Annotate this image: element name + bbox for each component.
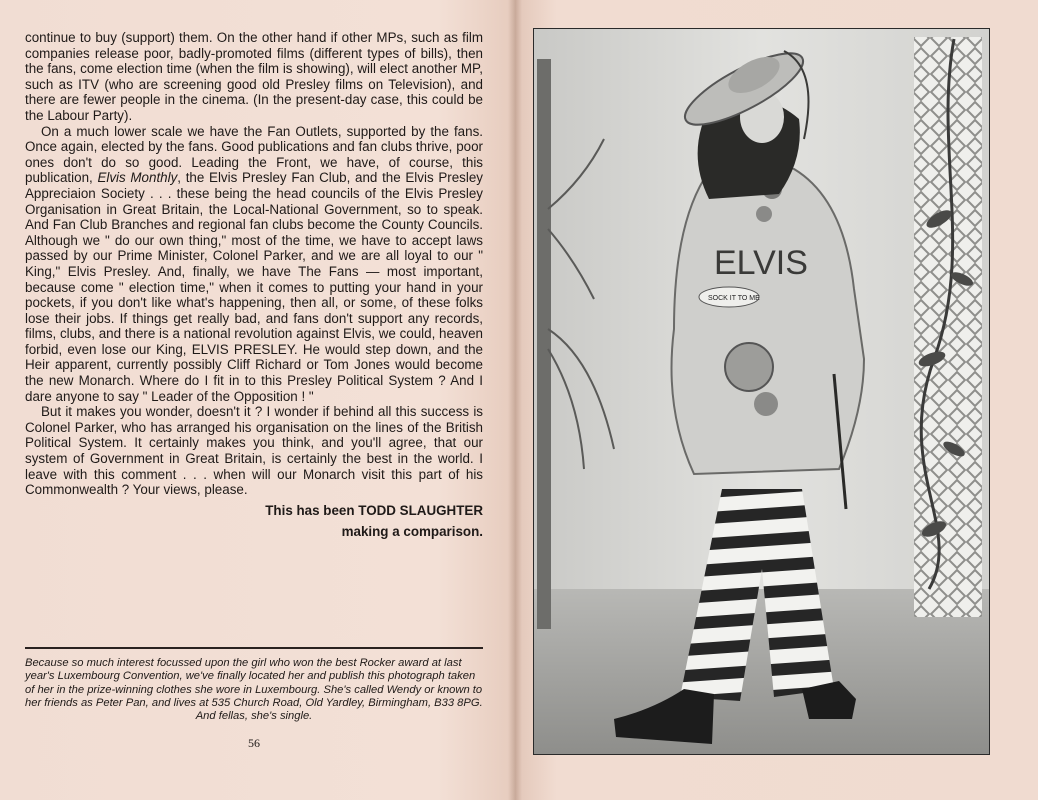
book-gutter [508,0,522,800]
paragraph-3: But it makes you wonder, doesn't it ? I wonder if behind all this success is Colonel Parker, who has arranged his organisation on the lines of the British Political System. It certainly makes you think, and you'll agree, that our system of Government in Great Britain, is certainly the best in the world. I leave with this comment . . . when will our Monarch visit this part of his Commonwealth ? Your views, please. [25,404,483,498]
paragraph-2 [25,124,483,405]
signoff-line-1: This has been TODD SLAUGHTER [265,502,483,518]
caption-last-line: And fellas, she's single. [195,710,313,723]
jacket-button-2 [756,206,772,222]
paragraph-2-start: On a much lower scale we have the Fan Outlets, supported by the fans. Once again, elected by the fans. Good publications and fan clubs thrive, poor ones don't do so good. Leading the Front, we have, of course, this publication, [25,123,483,186]
signoff-line-2: making a comparison. [341,523,483,539]
photo-illustration [534,29,989,754]
page-number: 56 [248,736,260,750]
jacket-elvis-lettering: ELVIS [714,244,808,282]
photo-caption [25,657,483,723]
divider-rule [25,647,483,649]
jacket-badge-text: SOCK IT TO ME [708,295,760,302]
paragraph-2-end: , the Elvis Presley Fan Club, and the Elvis Presley Appreciaion Society . . . these being the head councils of the Elvis Presley Organisation in Great Britain, the Local-National Government, so to speak. And Fan Club Branches and regional fan clubs become the County Councils. Although we " do our own thing," most of the time, we have to accept laws passed by our Prime Minister, Colonel Parker, and we are all loyal to our " King," Elvis Presley. And, finally, we have The Fans — most important, because come " election time," when it comes to putting your hand in your pockets, if you don't like what's happening, then all, or some, of these folks lose their jobs. If things get really bad, and fans don't support any records, films, clubs, and there is a national revolution against Elvis, we could, heaven forbid, even lose our King, ELVIS PRESLEY. He would step down, and the Heir apparent, currently possibly Cliff Richard or Tom Jones would become the new Monarch. Where do I fit in to this Presley Political System ? And I dare anyone to say " Leader of the Opposition ! " [25,170,483,404]
jacket-button-3 [754,392,778,416]
caption-text: Because so much interest focussed upon the girl who won the best Rocker award at last year's Luxembourg Convention, we've finally located her and publish this photograph taken of her in the prize-winning clothes she wore in Luxembourg. She's called Wendy or known to her friends as Peter Pan, and lives at 535 Church Road, Old Yardley, Birmingham, B33 8PG. [25,657,483,709]
publication-title: Elvis Monthly [97,170,178,186]
paragraph-1: continue to buy (support) them. On the other hand if other MPs, such as film companies release poor, badly-promoted films (different types of bills), then the fans, come election time (when the film is showing), will elect another MP, such as ITV (who are screening good old Presley films on Television), and there are fewer people in the cinema. (In the present-day case, this could be the Labour Party). [25,30,483,123]
photograph [533,28,990,755]
author-signoff [25,500,483,542]
article-body [25,30,483,542]
left-page [0,0,515,800]
jacket-flower-motif [725,343,773,391]
